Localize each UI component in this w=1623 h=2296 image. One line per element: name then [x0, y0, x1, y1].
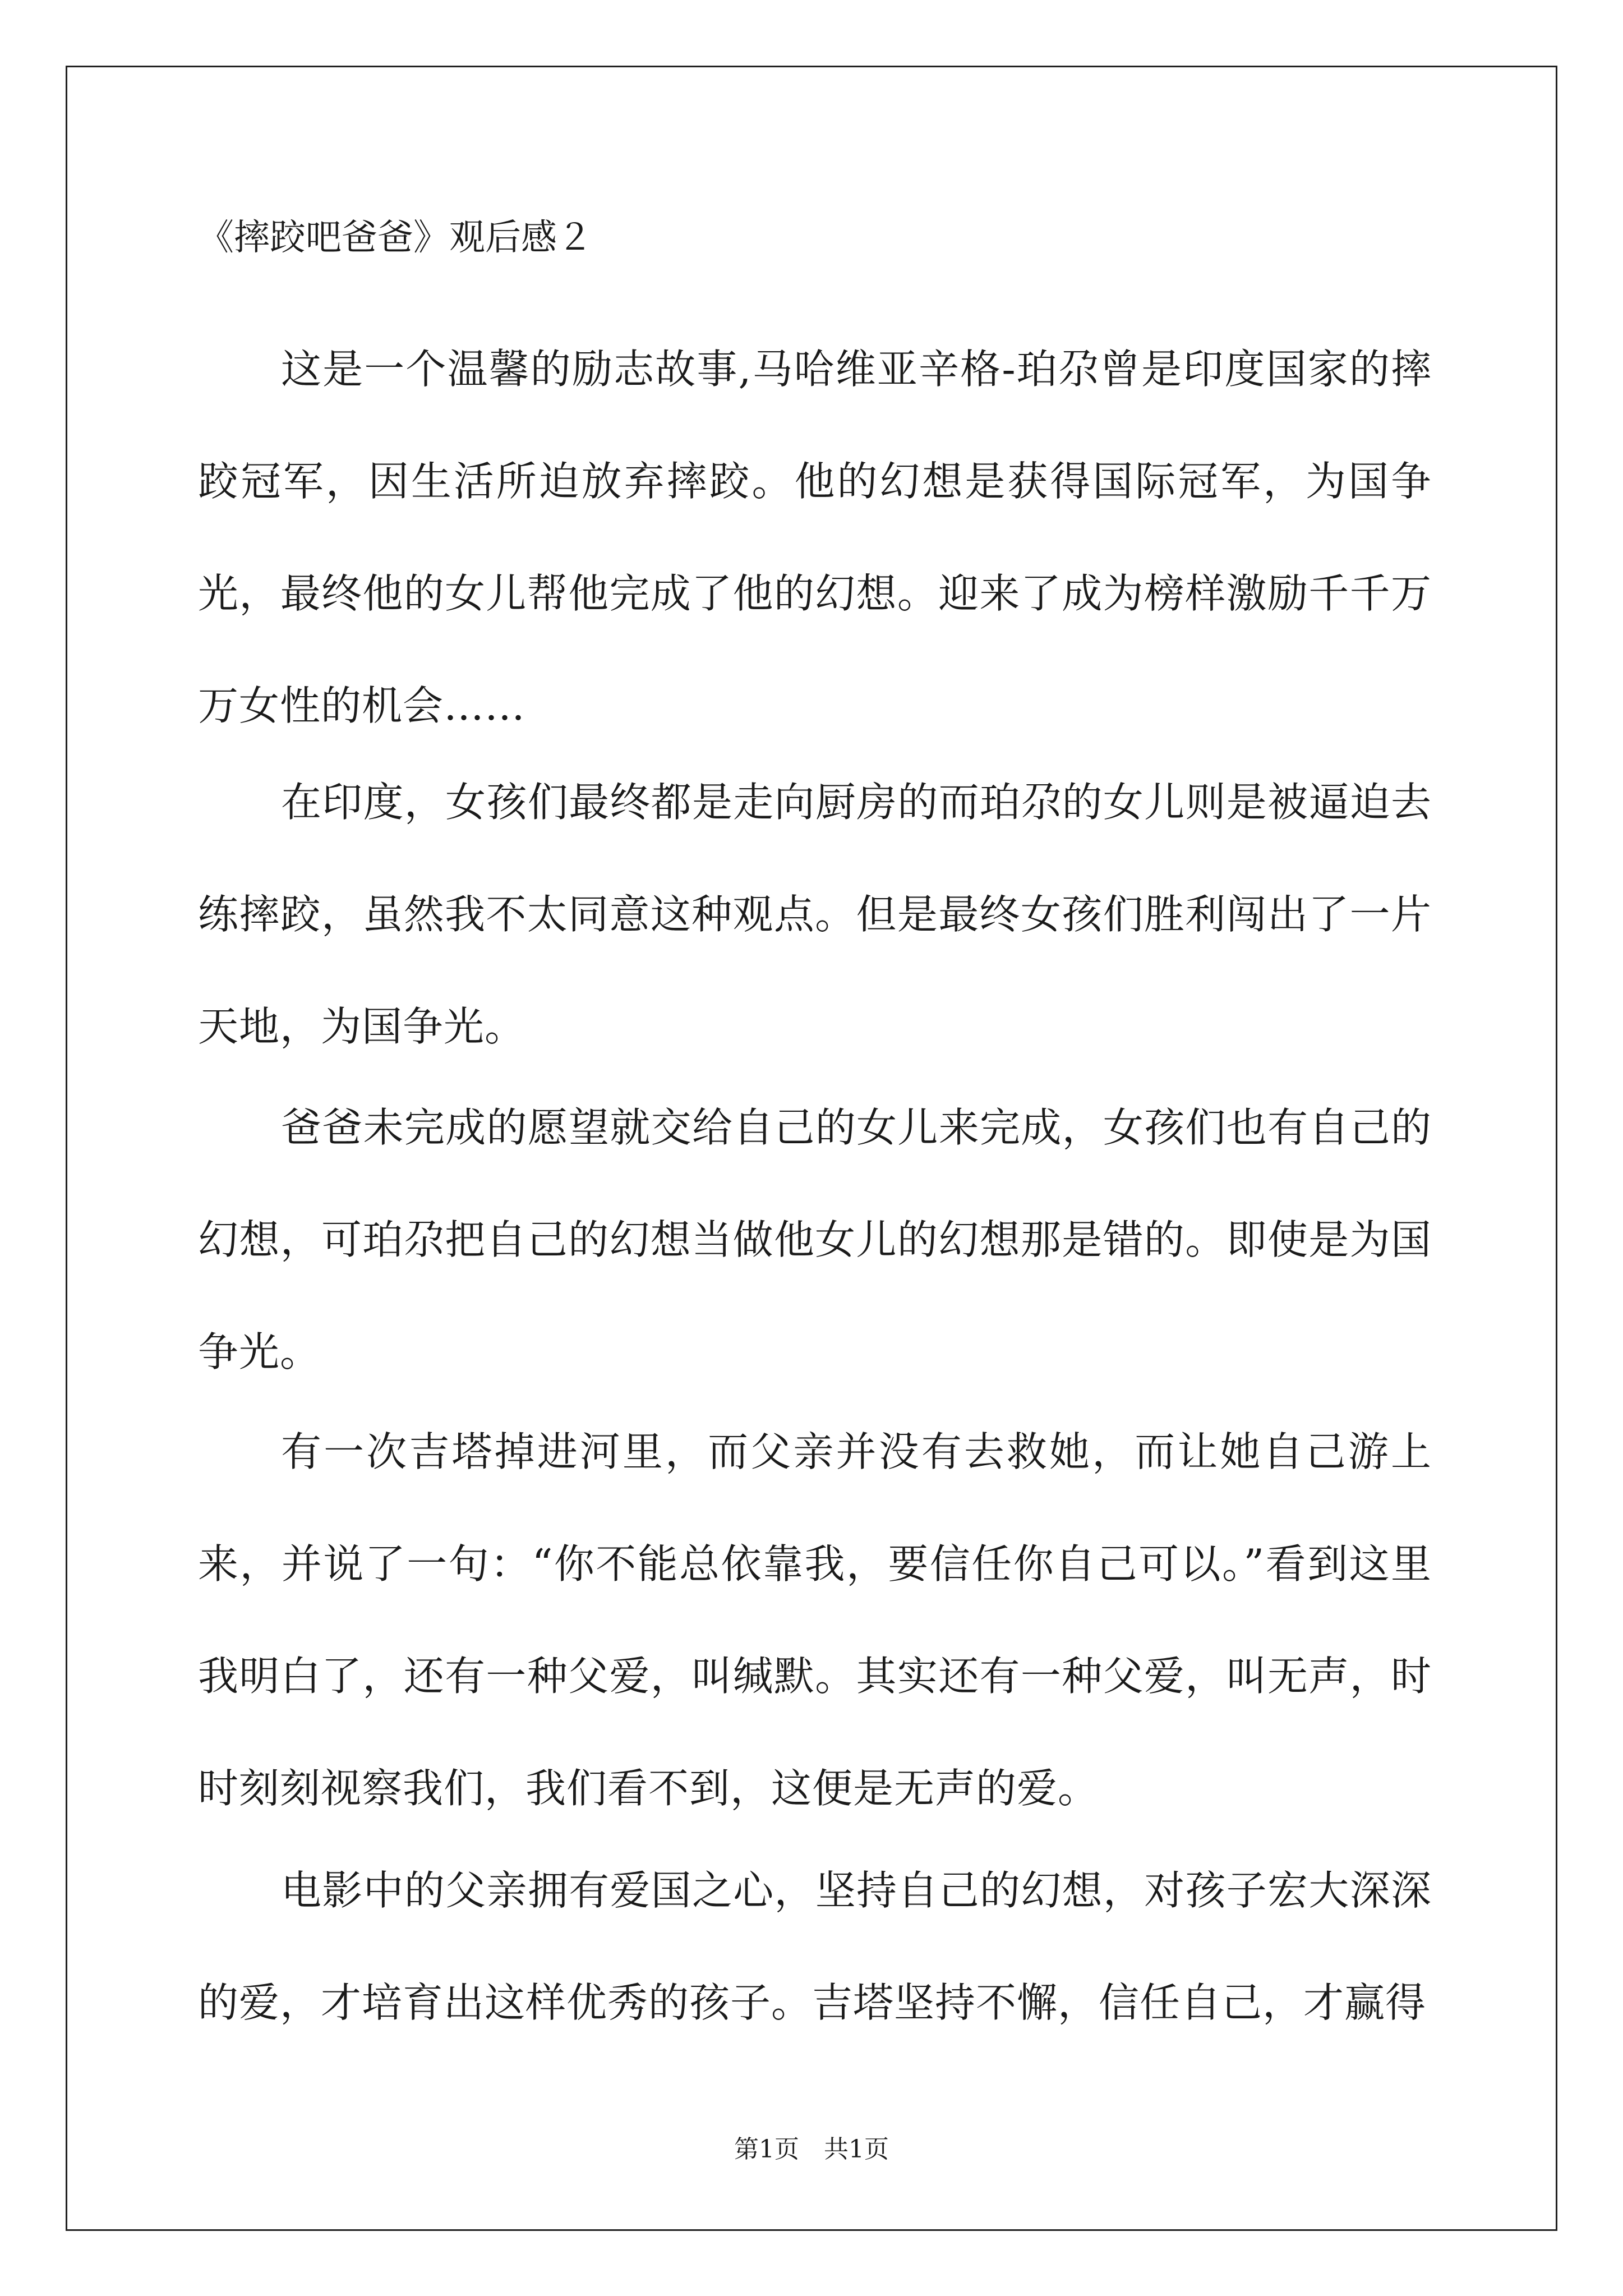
paragraph-1: 这是一个温馨的励志故事,马哈维亚辛格-珀尕曾是印度国家的摔跤冠军，因生活所迫放弃摔跤。他的幻想是获得国际冠军，为国争光，最终他的女儿帮他完成了他的幻想。迎来了成为榜样激励千千万万女性的机会……	[198, 346, 1432, 729]
paragraph-2: 在印度，女孩们最终都是走向厨房的而珀尕的女儿则是被逼迫去练摔跤，虽然我不太同意这种观点。但是最终女孩们胜利闯出了一片天地，为国争光。	[198, 779, 1432, 1050]
paragraph-5: 电影中的父亲拥有爱国之心，坚持自己的幻想，对孩子宏大深深的爱，才培育出这样优秀的孩子。吉塔坚持不懈，信任自己，才赢得	[198, 1867, 1432, 2026]
page-number-footer: 第1页 共1页	[734, 2135, 889, 2164]
paragraph-4: 有一次吉塔掉进河里，而父亲并没有去救她，而让她自己游上来，并说了一句：“你不能总依靠我，要信任你自己可以。”看到这里我明白了，还有一种父爱，叫缄默。其实还有一种父爱，叫无声，时时刻刻视察我们，我们看不到，这便是无声的爱。	[198, 1428, 1432, 1812]
paragraph-3: 爸爸未完成的愿望就交给自己的女儿来完成，女孩们也有自己的幻想，可珀尕把自己的幻想当做他女儿的幻想那是错的。即使是为国争光。	[198, 1104, 1432, 1375]
document-title: 《摔跤吧爸爸》观后感２	[198, 217, 593, 259]
